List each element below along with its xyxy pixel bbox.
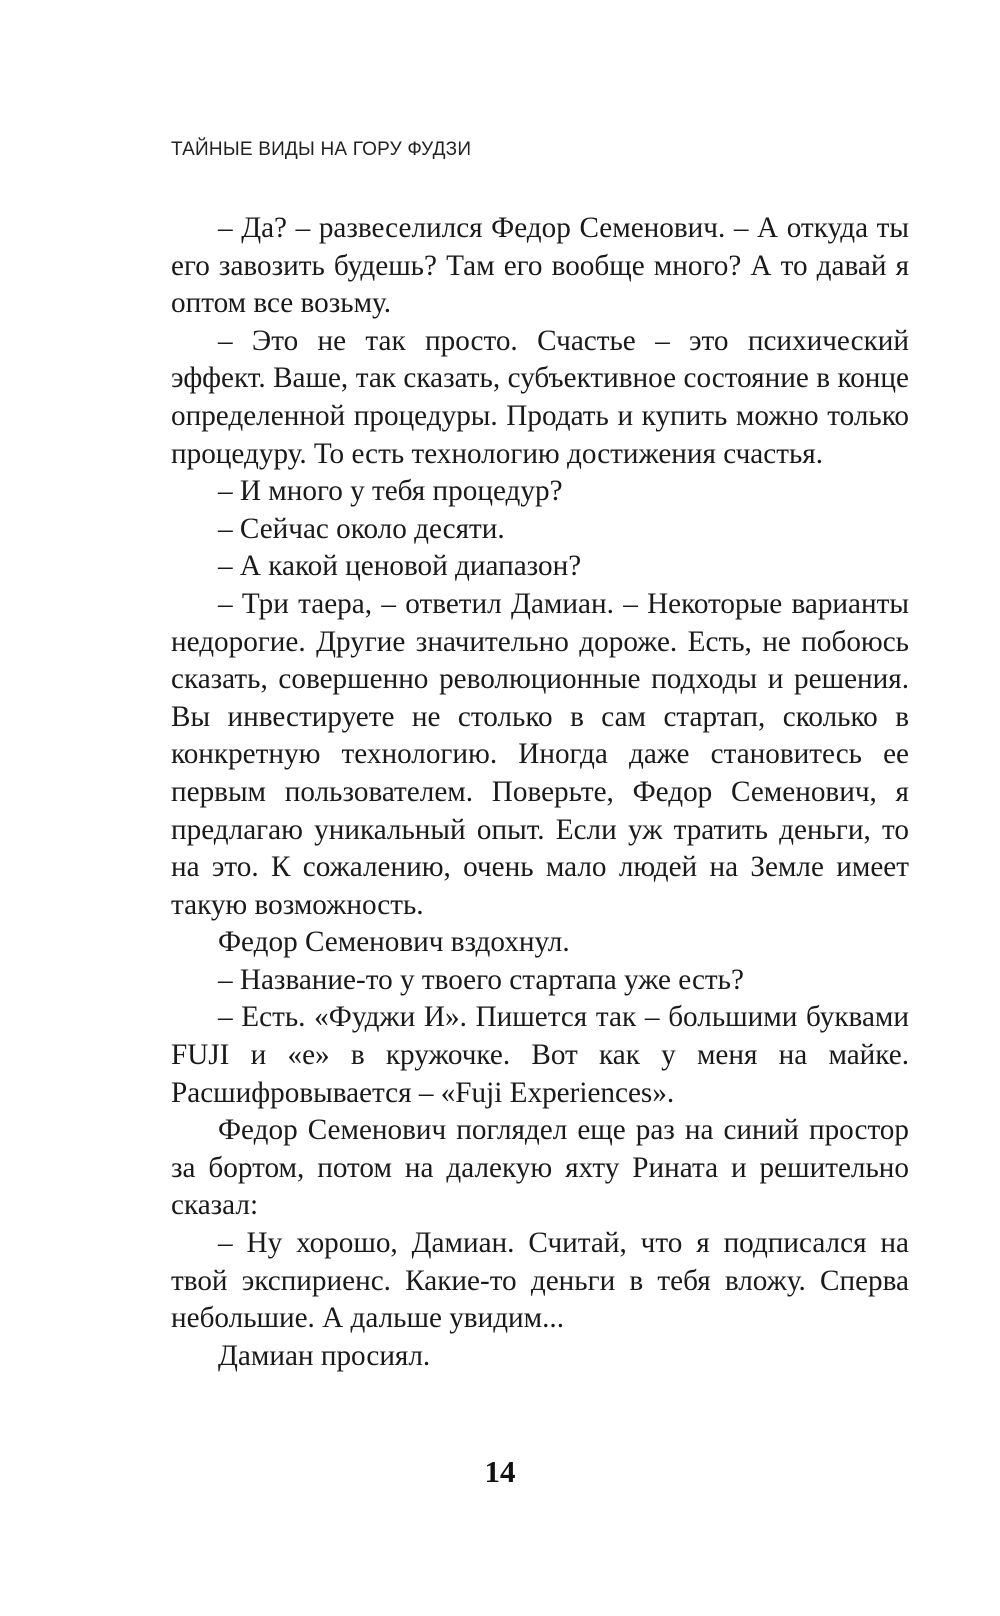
paragraph-1: – Да? – развеселился Федор Семенович. – А откуда ты его завозить будешь? Там его вообще много? А то давай я оптом все возьму. bbox=[171, 212, 909, 320]
paragraph-11: – Ну хорошо, Дамиан. Считай, что я подписался на твой экспириенс. Какие-то деньги в тебя вложу. Сперва небольшие. А дальше увидим... bbox=[171, 1227, 909, 1335]
paragraph-2: – Это не так просто. Счастье – это психический эффект. Ваше, так сказать, субъективное состояние в конце определенной процедуры. Продать и купить можно только процедуру. То есть технологию достижения счастья. bbox=[171, 324, 909, 470]
paragraph-10: Федор Семенович поглядел еще раз на синий простор за бортом, потом на далекую яхту Рината и решительно сказал: bbox=[171, 1114, 909, 1222]
running-head-title: ТАЙНЫЕ ВИДЫ НА ГОРУ ФУДЗИ bbox=[171, 139, 472, 160]
paragraph-9: – Есть. «Фуджи И». Пишется так – большими буквами FUJI и «е» в кружочке. Вот как у меня на майке. Расшифровывается – «Fuji Experiences». bbox=[171, 1001, 909, 1109]
paragraph-3: – И много у тебя процедур? bbox=[218, 475, 563, 508]
page-number: 14 bbox=[484, 1454, 516, 1489]
paragraph-7: Федор Семенович вздохнул. bbox=[218, 926, 570, 959]
paragraph-6: – Три таера, – ответил Дамиан. – Некоторые варианты недорогие. Другие значительно дороже. Есть, не побоюсь сказать, совершенно революционные подходы и решения. Вы инвестируете не столько в сам стартап, сколько в конкретную технологию. Иногда даже становитесь ее первым пользователем. Поверьте, Федор Семенович, я предлагаю уникальный опыт. Если уж тратить деньги, то на это. К сожалению, очень мало людей на Земле имеет такую возможность. bbox=[171, 587, 909, 921]
paragraph-12: Дамиан просиял. bbox=[218, 1339, 431, 1372]
body-text bbox=[171, 210, 909, 1375]
paragraph-8: – Название-то у твоего стартапа уже есть? bbox=[218, 963, 744, 996]
paragraph-4: – Сейчас около десяти. bbox=[218, 512, 505, 545]
paragraph-5: – А какой ценовой диапазон? bbox=[218, 550, 582, 583]
